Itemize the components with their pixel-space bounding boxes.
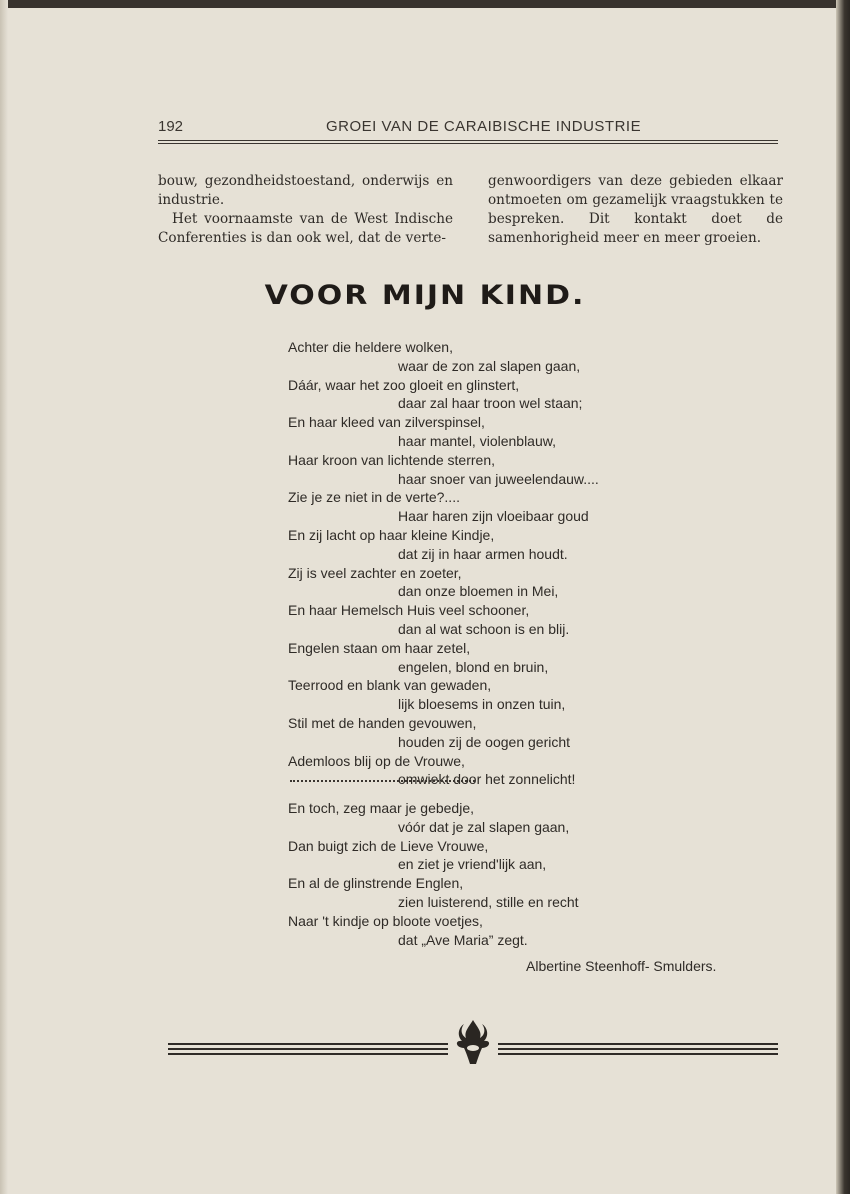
paragraph: bouw, gezondheidstoestand, onderwijs en industrie.	[158, 173, 453, 208]
running-title: GROEI VAN DE CARAIBISCHE INDUSTRIE	[326, 118, 642, 135]
poem-line: vóór dat je zal slapen gaan,	[398, 818, 570, 835]
poem-line: En toch, zeg maar je gebedje,	[288, 800, 475, 816]
poem-title: VOOR MIJN KIND.	[264, 279, 586, 312]
poem-line: Naar 't kindje op bloote voetjes,	[288, 912, 483, 929]
poem-line: En haar Hemelsch Huis veel schooner,	[288, 602, 530, 619]
poem-line: engelen, blond en bruin,	[398, 658, 549, 675]
poem-line: Achter die heldere wolken,	[288, 339, 453, 355]
poem-line: houden zij de oogen gericht	[398, 733, 571, 750]
poem-line: dan onze bloemen in Mei,	[398, 583, 559, 600]
poem-line: Haar kroon van lichtende sterren,	[288, 451, 495, 468]
poem-line: daar zal haar troon wel staan;	[398, 395, 583, 412]
dotted-separator	[290, 780, 475, 782]
book-spine-edge	[836, 0, 850, 1194]
torch-flame-icon	[168, 1018, 778, 1068]
page-left-edge	[0, 0, 8, 1194]
poem-line: en ziet je vriend'lijk aan,	[398, 856, 547, 873]
page-top-shadow	[0, 0, 850, 8]
poem-line: Teerrood en blank van gewaden,	[288, 677, 492, 694]
header-rule-top	[158, 140, 778, 141]
poem-author: Albertine Steenhoff- Smulders.	[526, 958, 717, 974]
page-header	[158, 118, 778, 140]
poem-line: En zij lacht op haar kleine Kindje,	[288, 527, 495, 543]
paragraph: Het voornaamste van de West Indische Conferenties is dan ook wel, dat de verte-	[158, 211, 453, 246]
poem-line: waar de zon zal slapen gaan,	[398, 357, 581, 374]
poem-line: Haar haren zijn vloeibaar goud	[398, 508, 589, 525]
poem-line: lijk bloesems in onzen tuin,	[398, 696, 566, 713]
poem-line: En al de glinstrende Englen,	[288, 875, 464, 892]
poem-line: Ademloos blij op de Vrouwe,	[288, 752, 465, 769]
paragraph: genwoordigers van deze gebieden elkaar ontmoeten om gezamelijk vraagstukken te bespreken. Dit kontakt doet de samenhorigheid meer en meer groeien.	[488, 173, 783, 246]
poem-line: omwiekt door het zonnelicht!	[398, 771, 576, 788]
poem-line: Zij is veel zachter en zoeter,	[288, 564, 462, 581]
poem-line: dan al wat schoon is en blij.	[398, 621, 570, 637]
poem-line: dat zij in haar armen houdt.	[398, 545, 568, 562]
poem-line: Engelen staan om haar zetel,	[288, 639, 471, 656]
text-column-left	[158, 172, 453, 248]
poem-line: haar snoer van juweelendauw....	[398, 470, 599, 487]
page-number: 192	[158, 118, 184, 135]
poem-line: dat „Ave Maria” zegt.	[398, 931, 528, 948]
poem-line: zien luisterend, stille en recht	[398, 894, 579, 910]
poem-line: Stil met de handen gevouwen,	[288, 715, 477, 731]
poem-line: Zie je ze niet in de verte?....	[288, 489, 460, 506]
poem-line: En haar kleed van zilverspinsel,	[288, 414, 485, 431]
header-rule-bottom	[158, 143, 778, 144]
text-column-right	[488, 172, 783, 248]
poem-line: Dan buigt zich de Lieve Vrouwe,	[288, 837, 489, 854]
poem-line: haar mantel, violenblauw,	[398, 433, 556, 449]
poem-line: Dáár, waar het zoo gloeit en glinstert,	[288, 376, 520, 393]
